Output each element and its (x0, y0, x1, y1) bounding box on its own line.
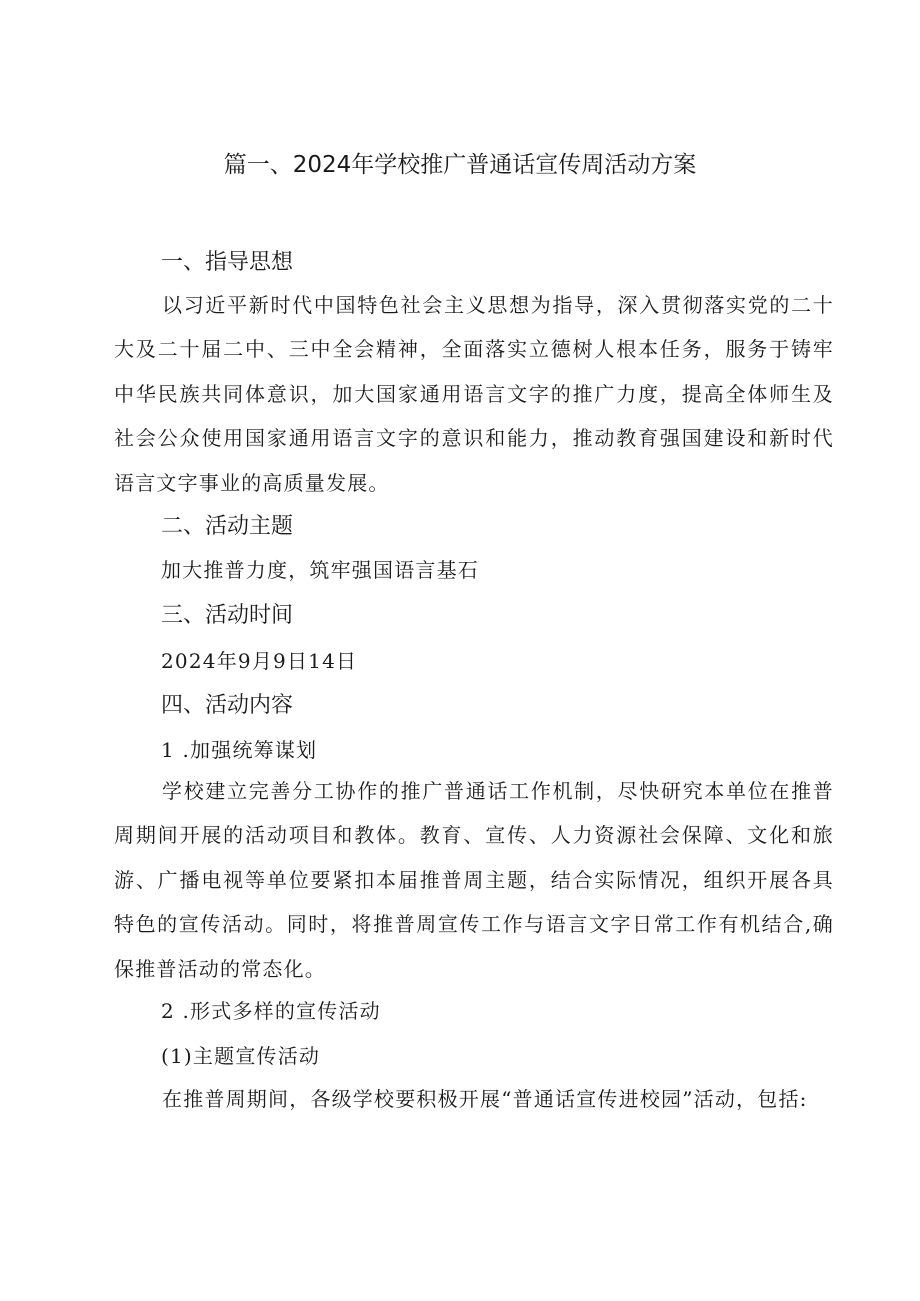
section-heading-theme: 二、活动主题 (161, 514, 294, 539)
item-2-title: 2 .形式多样的宣传活动 (161, 999, 381, 1023)
item-2-body: 在推普周期间，各级学校要积极开展“普通话宣传进校园”活动，包括: (162, 1087, 808, 1111)
section-heading-guiding-ideology: 一、指导思想 (161, 250, 294, 275)
section-body-theme: 加大推普力度，筑牢强国语言基石 (161, 558, 479, 582)
item-1-body: 学校建立完善分工协作的推广普通话工作机制，尽快研究本单位在推普周期间开展的活动项目和教体。教育、宣传、人力资源社会保障、文化和旅游、广播电视等单位要紧扣本届推普周主题，结合实际情况，组织开展各具特色的宣传活动。同时，将推普周宣传工作与语言文字日常工作有机结合,确保推普活动的常态化。 (114, 779, 834, 981)
section-body-time: 2024年9月9日14日 (161, 649, 358, 673)
section-heading-time: 三、活动时间 (161, 603, 294, 628)
document-title: 篇一、2024年学校推广普通话宣传周活动方案 (223, 152, 697, 178)
item-1-title: 1 .加强统筹谋划 (161, 738, 318, 762)
section-body-guiding-ideology: 以习近平新时代中国特色社会主义思想为指导，深入贯彻落实党的二十大及二十届二中、三中全会精神，全面落实立德树人根本任务，服务于铸牢中华民族共同体意识，加大国家通用语言文字的推广力度，提高全体师生及社会公众使用国家通用语言文字的意识和能力，推动教育强国建设和新时代语言文字事业的高质量发展。 (114, 293, 834, 495)
section-heading-content: 四、活动内容 (161, 693, 294, 718)
item-2-subtitle: (1)主题宣传活动 (161, 1044, 321, 1068)
